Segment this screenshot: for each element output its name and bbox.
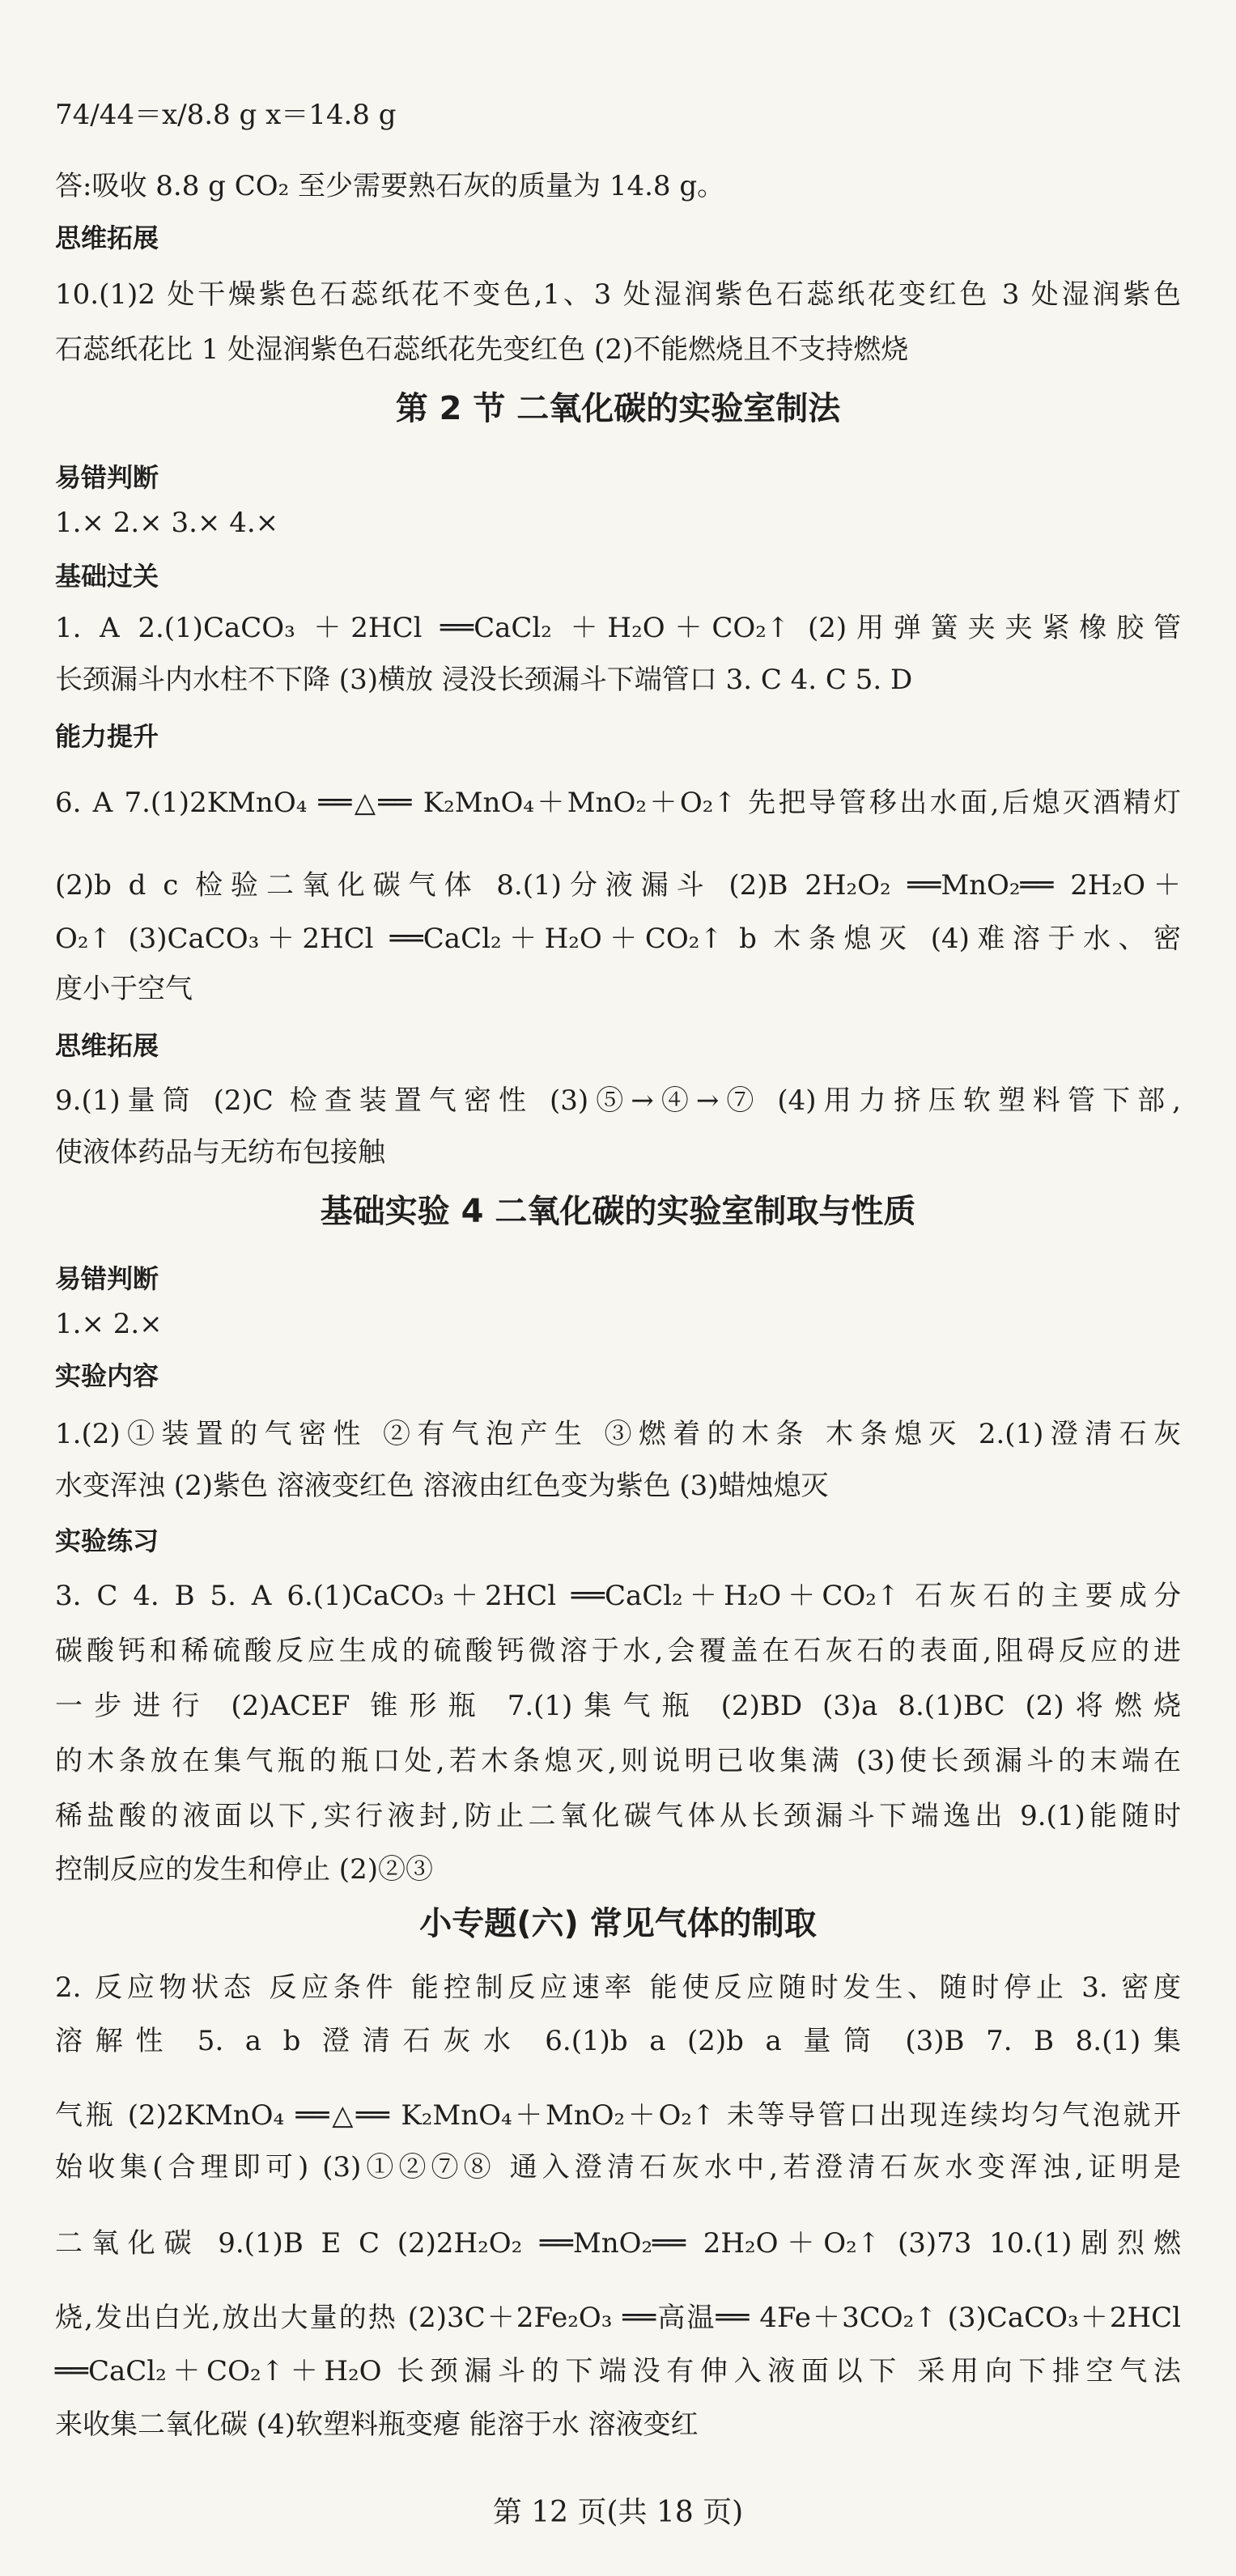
- answer-line: 9.(1)量筒 (2)C 检查装置气密性 (3)⑤→④→⑦ (4)用力挤压软塑料管下部,: [55, 1084, 1181, 1117]
- answer-line: 碳酸钙和稀硫酸反应生成的硫酸钙微溶于水,会覆盖在石灰石的表面,阻碍反应的进: [55, 1635, 1181, 1667]
- answer-line: 气瓶 (2)2KMnO₄ ══△══ K₂MnO₄＋MnO₂＋O₂↑ 未等导管口出现连续均匀气泡就开: [55, 2099, 1181, 2132]
- answer-line: 10.(1)2 处干燥紫色石蕊纸花不变色,1、3 处湿润紫色石蕊纸花变红色 3 处湿润紫色: [55, 278, 1181, 311]
- answer-line: 74/44＝x/8.8 g x＝14.8 g: [55, 99, 397, 131]
- subsection-label: 实验内容: [55, 1360, 159, 1391]
- answer-line: ══CaCl₂＋CO₂↑＋H₂O 长颈漏斗的下端没有伸入液面以下 采用向下排空气法: [55, 2355, 1181, 2387]
- answer-line: 1.× 2.×: [55, 1308, 163, 1340]
- answer-line: (2)b d c 检验二氧化碳气体 8.(1)分液漏斗 (2)B 2H₂O₂ ══MnO₂══ 2H₂O＋: [55, 869, 1181, 902]
- answer-line: O₂↑ (3)CaCO₃＋2HCl ══CaCl₂＋H₂O＋CO₂↑ b 木条熄灭 (4)难溶于水、密: [55, 923, 1181, 955]
- answer-line: 的木条放在集气瓶的瓶口处,若木条熄灭,则说明已收集满 (3)使长颈漏斗的末端在: [55, 1745, 1181, 1777]
- answer-line: 始收集(合理即可) (3)①②⑦⑧ 通入澄清石灰水中,若澄清石灰水变浑浊,证明是: [55, 2151, 1181, 2183]
- answer-line: 使液体药品与无纺布包接触: [55, 1136, 385, 1169]
- answer-line: 石蕊纸花比 1 处湿润紫色石蕊纸花先变红色 (2)不能燃烧且不支持燃烧: [55, 333, 909, 366]
- answer-line: 烧,发出白光,放出大量的热 (2)3C＋2Fe₂O₃ ══高温══ 4Fe＋3CO₂↑ (3)CaCO₃＋2HCl: [55, 2302, 1181, 2334]
- subsection-label: 能力提升: [55, 721, 159, 752]
- answer-line: 长颈漏斗内水柱不下降 (3)横放 浸没长颈漏斗下端管口 3. C 4. C 5. D: [55, 664, 913, 696]
- subsection-label: 基础过关: [55, 561, 159, 592]
- section-heading: 小专题(六) 常见气体的制取: [419, 1905, 817, 1942]
- subsection-label: 实验练习: [55, 1526, 159, 1556]
- section-heading: 第 2 节 二氧化碳的实验室制法: [395, 390, 841, 427]
- answer-line: 来收集二氧化碳 (4)软塑料瓶变瘪 能溶于水 溶液变红: [55, 2408, 699, 2441]
- answer-line: 一步进行 (2)ACEF 锥形瓶 7.(1)集气瓶 (2)BD (3)a 8.(1)BC (2)将燃烧: [55, 1690, 1181, 1722]
- answer-line: 稀盐酸的液面以下,实行液封,防止二氧化碳气体从长颈漏斗下端逸出 9.(1)能随时: [55, 1800, 1181, 1832]
- answer-line: 答:吸收 8.8 g CO₂ 至少需要熟石灰的质量为 14.8 g。: [55, 170, 725, 202]
- answer-line: 控制反应的发生和停止 (2)②③: [55, 1853, 433, 1886]
- answer-line: 2. 反应物状态 反应条件 能控制反应速率 能使反应随时发生、随时停止 3. 密度: [55, 1971, 1181, 2004]
- answer-line: 1. A 2.(1)CaCO₃ ＋2HCl ══CaCl₂ ＋H₂O＋CO₂↑ (2)用弹簧夹夹紧橡胶管: [55, 612, 1181, 644]
- answer-line: 溶解性 5. a b 澄清石灰水 6.(1)b a (2)b a 量筒 (3)B 7. B 8.(1)集: [55, 2025, 1181, 2057]
- subsection-label: 思维拓展: [55, 223, 159, 253]
- page-footer: 第 12 页(共 18 页): [492, 2496, 744, 2529]
- subsection-label: 易错判断: [55, 1263, 159, 1294]
- answer-line: 3. C 4. B 5. A 6.(1)CaCO₃＋2HCl ══CaCl₂＋H₂O＋CO₂↑ 石灰石的主要成分: [55, 1580, 1181, 1612]
- answer-line: 6. A 7.(1)2KMnO₄ ══△══ K₂MnO₄＋MnO₂＋O₂↑ 先把导管移出水面,后熄灭酒精灯: [55, 787, 1181, 819]
- section-heading: 基础实验 4 二氧化碳的实验室制取与性质: [320, 1193, 916, 1230]
- subsection-label: 易错判断: [55, 462, 159, 493]
- subsection-label: 思维拓展: [55, 1030, 159, 1061]
- answer-line: 1.(2)①装置的气密性 ②有气泡产生 ③燃着的木条 木条熄灭 2.(1)澄清石灰: [55, 1418, 1181, 1450]
- answer-line: 水变浑浊 (2)紫色 溶液变红色 溶液由红色变为紫色 (3)蜡烛熄灭: [55, 1470, 829, 1502]
- answer-line: 二氧化碳 9.(1)B E C (2)2H₂O₂ ══MnO₂══ 2H₂O＋O₂↑ (3)73 10.(1)剧烈燃: [55, 2227, 1181, 2260]
- answer-line: 度小于空气: [55, 973, 193, 1005]
- answer-line: 1.× 2.× 3.× 4.×: [55, 507, 279, 539]
